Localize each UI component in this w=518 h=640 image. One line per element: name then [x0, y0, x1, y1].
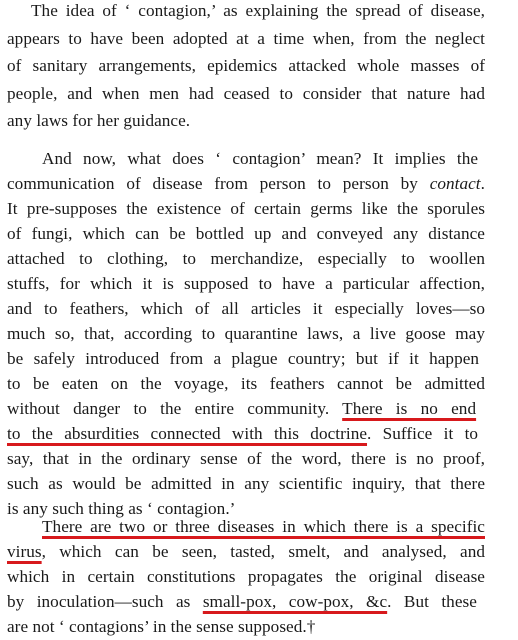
- text-span: .: [480, 174, 485, 193]
- italic-text: contact: [429, 174, 481, 193]
- text-line: [31, 0, 485, 22]
- text-line: [42, 516, 485, 538]
- text-line: [7, 541, 485, 563]
- text-span: appears to have been adopted at a time when, from the neglect: [7, 29, 485, 48]
- text-line: [42, 148, 478, 170]
- text-line: [7, 566, 485, 588]
- text-span: be safely introduced from a plague country; but if it happen: [7, 349, 480, 368]
- text-span: without danger to the entire community.: [7, 399, 343, 418]
- text-span: such as would be admitted in any scientific inquiry, that there: [7, 474, 485, 493]
- text-line: [7, 173, 485, 195]
- text-line: [7, 198, 485, 220]
- text-span: And now, what does ‘ contagion’ mean? It implies the: [42, 149, 479, 168]
- text-span: people, and when men had ceased to consider that nature had: [7, 84, 485, 103]
- text-span: to be eaten on the voyage, its feathers cannot be admitted: [7, 374, 485, 393]
- text-span: of sanitary arrangements, epidemics attacked whole masses of: [7, 56, 485, 75]
- text-span: of fungi, which can be bottled up and conveyed any distance: [7, 224, 485, 243]
- text-line: [7, 298, 485, 320]
- text-span: The idea of ‘ contagion,’ as explaining the spread of disease,: [31, 1, 485, 20]
- text-span: any laws for her guidance.: [7, 111, 191, 130]
- text-line: [7, 448, 485, 470]
- text-line: [7, 616, 315, 638]
- text-line: [7, 423, 478, 445]
- underlined-text: virus: [7, 542, 42, 561]
- text-span: communication of disease from person to person by: [7, 174, 430, 193]
- text-line: [7, 55, 485, 77]
- text-line: [7, 373, 485, 395]
- text-line: [7, 398, 476, 420]
- text-line: [7, 83, 485, 105]
- text-span: and to feathers, which of all articles it especially loves—so: [7, 299, 485, 318]
- underlined-text: There is no end: [342, 399, 477, 418]
- text-span: much so, that, according to quarantine laws, a live goose may: [7, 324, 485, 343]
- text-span: which in certain constitutions propagates the original disease: [7, 567, 485, 586]
- text-line: [7, 273, 485, 295]
- text-line: [7, 348, 479, 370]
- text-span: . Suffice it to: [367, 424, 479, 443]
- text-line: [7, 223, 485, 245]
- text-line: [7, 473, 485, 495]
- text-line: [7, 591, 477, 613]
- underlined-text: to the absurdities connected with this doctrine: [7, 424, 368, 443]
- text-line: [7, 323, 485, 345]
- text-span: stuffs, for which it is supposed to have a particular affection,: [7, 274, 485, 293]
- text-line: [7, 110, 190, 132]
- text-line: [7, 28, 485, 50]
- text-span: , which can be seen, tasted, smelt, and analysed, and: [41, 542, 485, 561]
- text-span: It pre-supposes the existence of certain germs like the sporules: [7, 199, 485, 218]
- underlined-text: There are two or three diseases in which there is a specific: [42, 517, 485, 536]
- text-span: . But these: [387, 592, 477, 611]
- text-span: are not ‘ contagions’ in the sense supposed.†: [7, 617, 316, 636]
- text-span: by inoculation—such as: [7, 592, 203, 611]
- text-span: attached to clothing, to merchandize, especially to woollen: [7, 249, 485, 268]
- text-span: say, that in the ordinary sense of the word, there is no proof,: [7, 449, 485, 468]
- text-span: is any such thing as ‘ contagion.’: [7, 499, 236, 518]
- underlined-text: small-pox, cow-pox, &c: [202, 592, 388, 611]
- text-line: [7, 248, 485, 270]
